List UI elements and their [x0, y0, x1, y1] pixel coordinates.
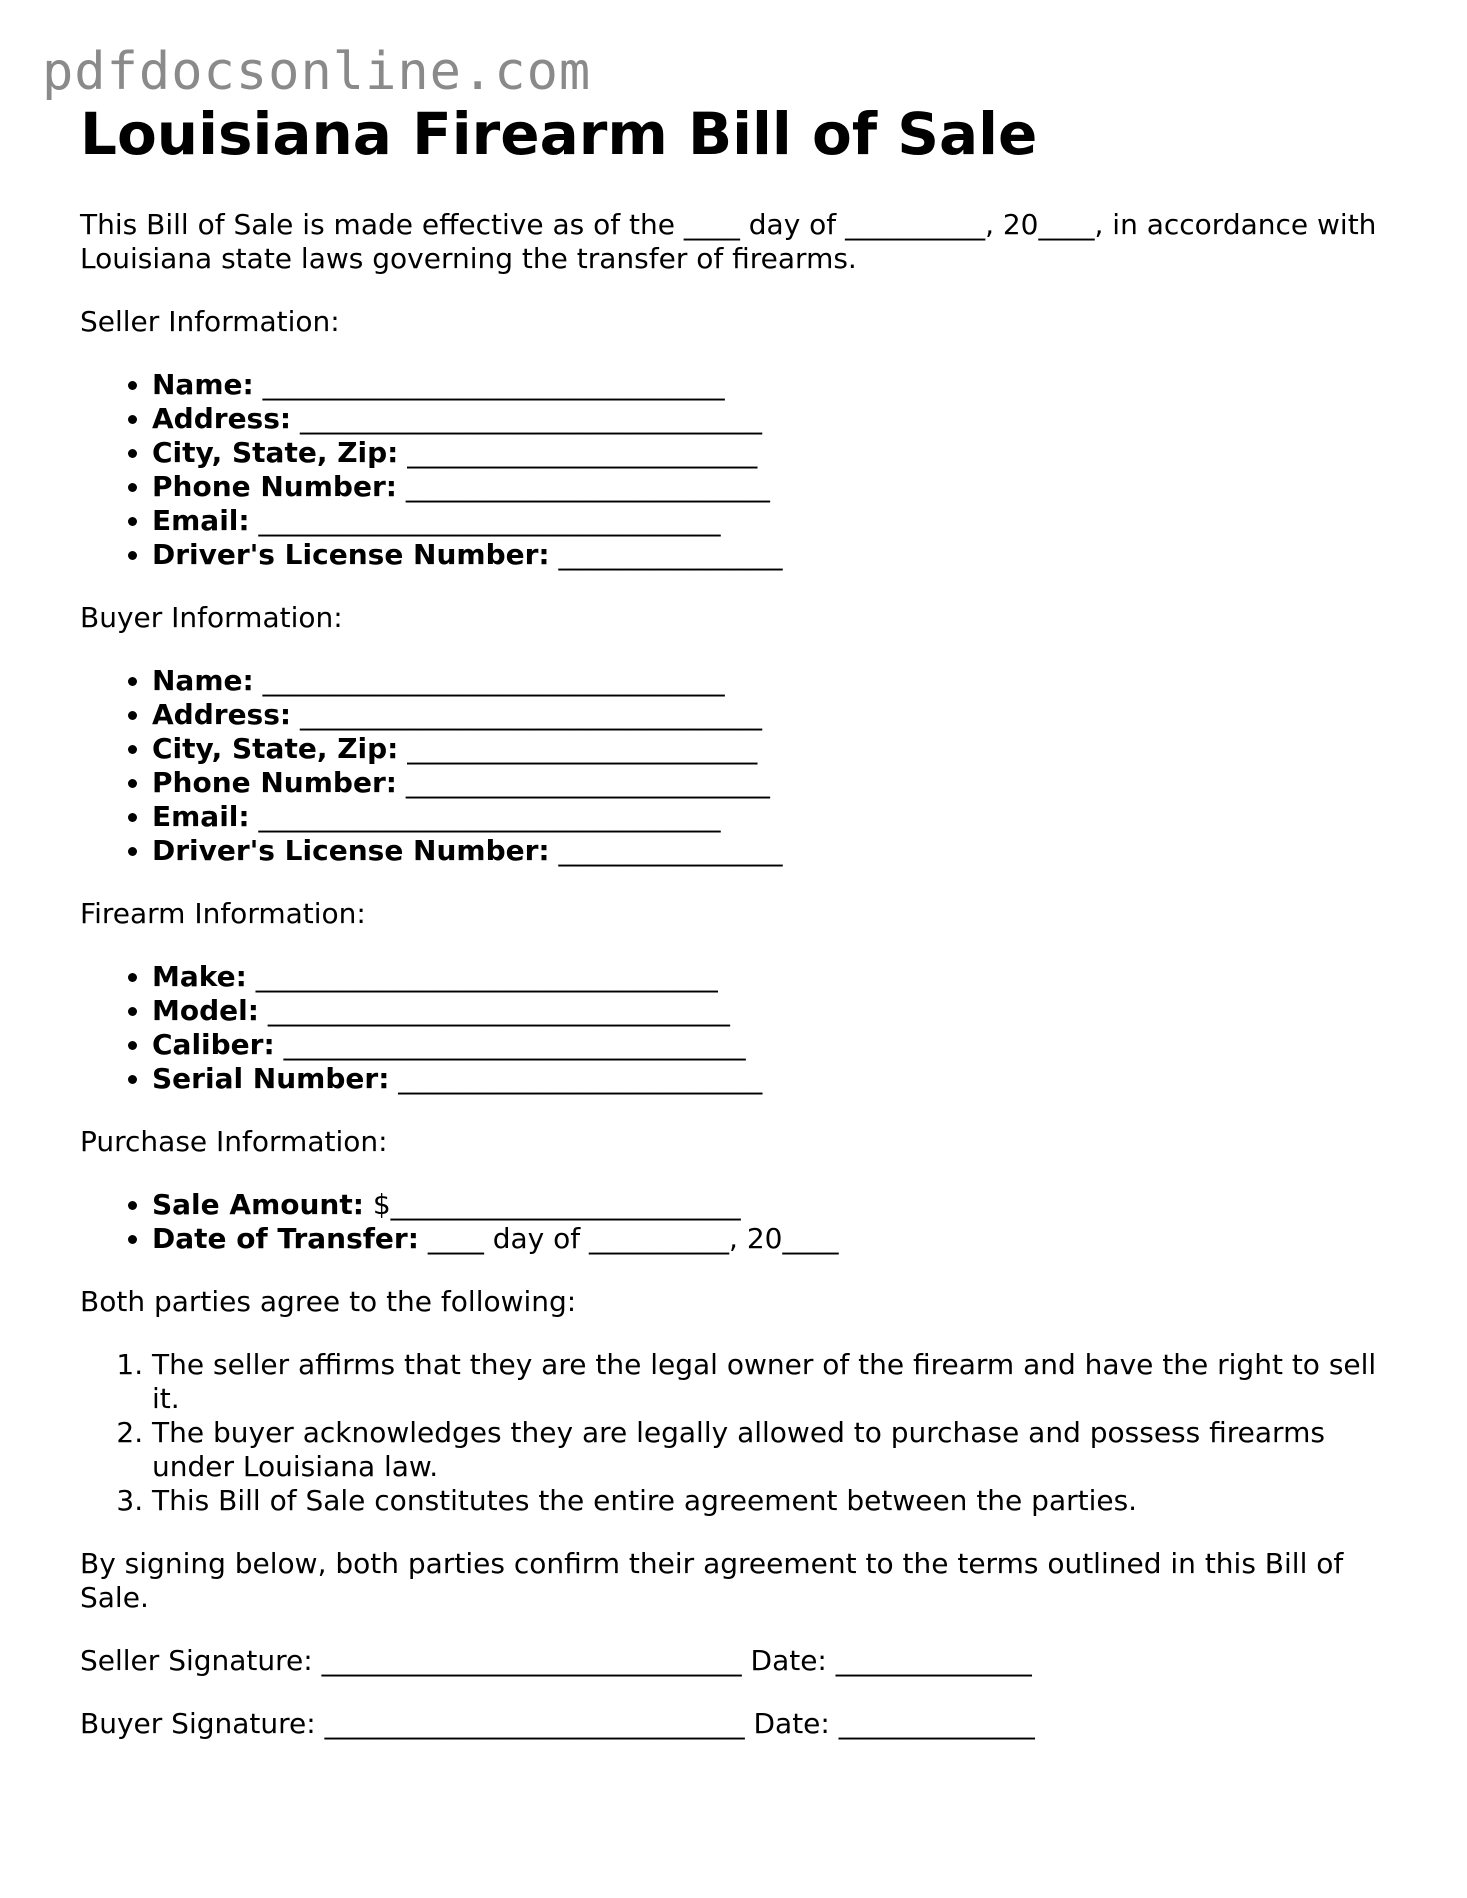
sale-amount-field[interactable]: [152, 1188, 1400, 1222]
seller-signature-line[interactable]: Seller Signature: ______________________________ Date: ______________: [80, 1643, 1032, 1677]
field-label: Sale Amount:: [152, 1187, 364, 1221]
purchase-field-list: [80, 1188, 1400, 1256]
firearm-caliber-field[interactable]: [152, 1028, 1400, 1062]
blank-line: _________________________________: [274, 1027, 746, 1061]
field-label: Name:: [152, 367, 254, 401]
seller-city-state-zip-field[interactable]: [152, 436, 1400, 470]
document-page: [80, 100, 1400, 1741]
agreement-clause: 2. The buyer acknowledges they are legally allowed to purchase and possess firearms under Louisiana law.: [152, 1416, 1412, 1484]
closing-paragraph: By signing below, both parties confirm their agreement to the terms outlined in this Bill of Sale.: [80, 1546, 1344, 1614]
field-label: Make:: [152, 959, 247, 993]
field-label: Caliber:: [152, 1027, 275, 1061]
buyer-phone-field[interactable]: [152, 766, 1400, 800]
firearm-make-field[interactable]: [152, 960, 1400, 994]
buyer-city-state-zip-field[interactable]: [152, 732, 1400, 766]
field-label: Address:: [152, 697, 292, 731]
blank-line: ____ day of __________, 20____: [418, 1221, 839, 1255]
firearm-model-field[interactable]: [152, 994, 1400, 1028]
blank-line: _________________________________: [249, 799, 721, 833]
buyer-license-field[interactable]: [152, 834, 1400, 868]
agreement-heading: Both parties agree to the following:: [80, 1284, 577, 1318]
blank-line: _________________________________: [253, 367, 725, 401]
watermark: pdfdocsonline.com: [42, 42, 592, 102]
blank-line: _________________________: [398, 731, 758, 765]
blank-line: $_________________________: [363, 1187, 741, 1221]
blank-line: _________________________: [398, 435, 758, 469]
blank-line: _________________________________: [291, 401, 762, 435]
buyer-field-list: [80, 664, 1400, 868]
seller-field-list: [80, 368, 1400, 572]
buyer-address-field[interactable]: [152, 698, 1400, 732]
field-label: Phone Number:: [152, 469, 397, 503]
seller-section-heading: Seller Information:: [80, 304, 340, 338]
blank-line: __________________________: [389, 1061, 763, 1095]
field-label: Address:: [152, 401, 292, 435]
field-label: Date of Transfer:: [152, 1221, 419, 1255]
blank-line: __________________________: [396, 469, 770, 503]
blank-line: _________________________________: [246, 959, 718, 993]
seller-email-field[interactable]: [152, 504, 1400, 538]
blank-line: _________________________________: [258, 993, 730, 1027]
blank-line: _________________________________: [249, 503, 721, 537]
field-label: City, State, Zip:: [152, 435, 399, 469]
blank-line: ________________: [549, 537, 783, 571]
agreement-clause: 3. This Bill of Sale constitutes the entire agreement between the parties.: [152, 1484, 1412, 1518]
buyer-email-field[interactable]: [152, 800, 1400, 834]
blank-line: ________________: [549, 833, 783, 867]
buyer-name-field[interactable]: [152, 664, 1400, 698]
field-label: Model:: [152, 993, 259, 1027]
blank-line: __________________________: [396, 765, 770, 799]
document-title: Louisiana Firearm Bill of Sale: [80, 100, 1038, 168]
firearm-field-list: [80, 960, 1400, 1096]
field-label: City, State, Zip:: [152, 731, 399, 765]
field-label: Serial Number:: [152, 1061, 390, 1095]
buyer-section-heading: Buyer Information:: [80, 600, 343, 634]
blank-line: _________________________________: [253, 663, 725, 697]
firearm-section-heading: Firearm Information:: [80, 896, 366, 930]
buyer-signature-line[interactable]: Buyer Signature: ______________________________ Date: ______________: [80, 1706, 1035, 1740]
field-label: Email:: [152, 503, 250, 537]
field-label: Phone Number:: [152, 765, 397, 799]
field-label: Email:: [152, 799, 250, 833]
field-label: Name:: [152, 663, 254, 697]
firearm-serial-field[interactable]: [152, 1062, 1400, 1096]
seller-phone-field[interactable]: [152, 470, 1400, 504]
agreement-clause-list: [80, 1348, 1412, 1518]
agreement-clause: 1. The seller affirms that they are the legal owner of the firearm and have the right to sell it.: [152, 1348, 1412, 1416]
field-label: Driver's License Number:: [152, 833, 550, 867]
field-label: Driver's License Number:: [152, 537, 550, 571]
seller-license-field[interactable]: [152, 538, 1400, 572]
purchase-section-heading: Purchase Information:: [80, 1124, 388, 1158]
intro-paragraph: This Bill of Sale is made effective as of the ____ day of __________, 20____, in accordance with Louisiana state laws governing the transfer of firearms.: [80, 207, 1377, 275]
seller-address-field[interactable]: [152, 402, 1400, 436]
blank-line: _________________________________: [291, 697, 762, 731]
seller-name-field[interactable]: [152, 368, 1400, 402]
date-of-transfer-field[interactable]: [152, 1222, 1400, 1256]
